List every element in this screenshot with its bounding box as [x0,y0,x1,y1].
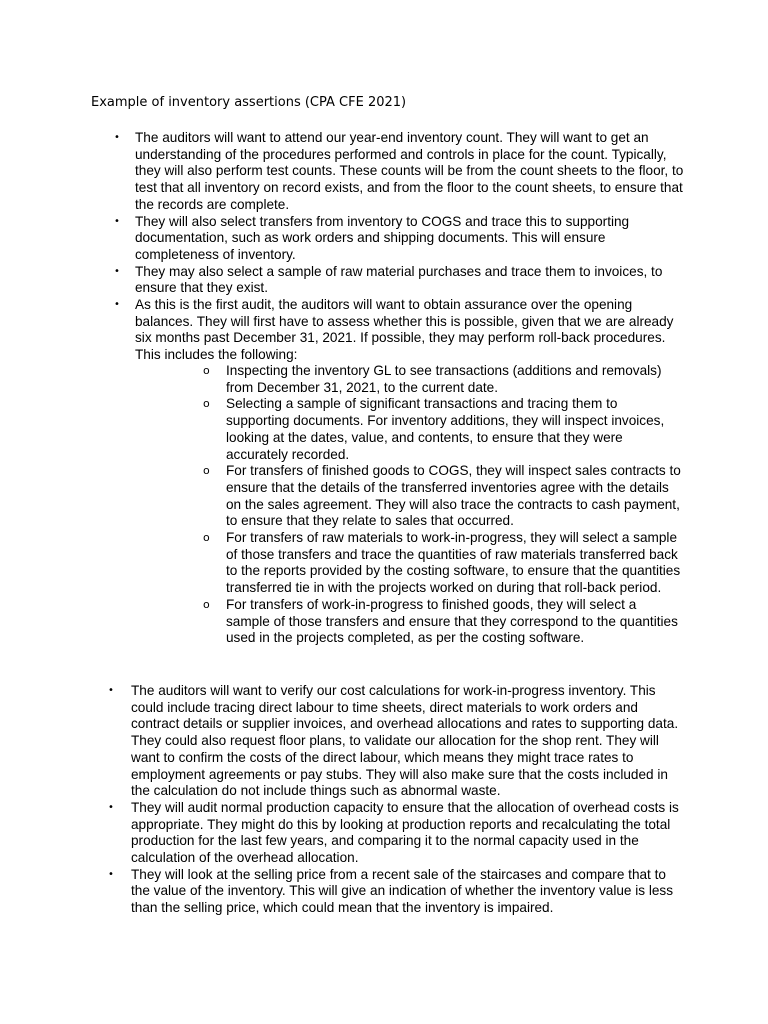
list-item-text: They will also select transfers from inventory to COGS and trace this to supporting documentation, such as work orders and shipping documents. This will ensure completeness of inventory. [135,213,630,262]
sub-list-item-text: Selecting a sample of significant transactions and tracing them to supporting documents. For inventory additions, they will inspect invoices, looking at the dates, value, and contents, to ensure that they were accurately recorded. [226,396,665,462]
list-item [114,263,690,297]
document-title: Example of inventory assertions (CPA CFE 2021) [91,95,407,110]
hollow-bullet-icon: o [203,464,210,478]
list-item-text: The auditors will want to verify our cost calculations for work-in-progress inventory. This could include tracing direct labour to time sheets, direct materials to work orders and contract details or supplier invoices, and overhead allocations and rates to supporting data. They could also request floor plans, to validate our allocation for the shop rent. They will want to confirm the costs of the direct labour, which means they might trace rates to employment agreements or pay stubs. They will also make sure that the costs included in the calculation do not include things such as abnormal waste. [131,683,679,799]
list-item-text: They may also select a sample of raw material purchases and trace them to invoices, to ensure that they exist. [135,263,663,296]
list-item-text: As this is the first audit, the auditors will want to obtain assurance over the opening balances. They will first have to assess whether this is possible, given that we are already six months past December 31, 2021. If possible, they may perform roll-back procedures. This includes the following: [135,297,674,363]
second-bullet-list [108,683,683,917]
hollow-bullet-icon: o [203,597,210,611]
hollow-bullet-icon: o [203,531,210,545]
sub-list-item [203,463,681,530]
bullet-icon: • [108,685,114,696]
list-item-text: They will look at the selling price from a recent sale of the staircases and compare that to the value of the inventory. This will give an indication of whether the inventory value is less than the selling price, which could mean that the inventory is impaired. [131,866,674,916]
roll-back-procedures-list [203,363,681,647]
sub-list-item-text: Inspecting the inventory GL to see transactions (additions and removals) from December 31, 2021, to the current date. [226,363,662,395]
hollow-bullet-icon: o [203,364,210,377]
list-item-text: They will audit normal production capacity to ensure that the allocation of overhead costs is appropriate. They might do this by looking at production reports and recalculating the total production for the last few years, and comparing it to the normal capacity used in the calculation of the overhead allocation. [131,799,679,866]
list-item [108,799,683,867]
list-item-text: The auditors will want to attend our year-end inventory count. They will want to get an understanding of the procedures performed and controls in place for the count. Typically, they will also perform test counts. These counts will be from the count sheets to the floor, to test that all inventory on record exists, and from the floor to the count sheets, to ensure that the records are complete. [135,130,684,212]
hollow-bullet-icon: o [203,397,210,411]
main-bullet-list [114,130,690,364]
sub-list-item [203,596,681,647]
sub-list-item [203,396,681,463]
sub-list-item-text: For transfers of work-in-progress to finished goods, they will select a sample of those transfers and ensure that they correspond to the quantities used in the projects completed, as per the costing software. [226,596,678,646]
bullet-icon: • [114,215,120,227]
list-item [114,130,690,214]
list-item [114,297,690,364]
sub-list-item-text: For transfers of finished goods to COGS, they will inspect sales contracts to ensure that the details of the transferred inventories agree with the details on the sales agreement. They will also trace the contracts to cash payment, to ensure that they relate to sales that occurred. [226,463,681,529]
sub-list-item [203,363,681,396]
bullet-icon: • [108,801,114,813]
sub-list-item-text: For transfers of raw materials to work-in-progress, they will select a sample of those transfers and trace the quantities of raw materials transferred back to the reports provided by the costing software, to ensure that the quantities transferred tie in with the projects worked on during that roll-back period. [226,530,681,596]
list-item [108,683,683,800]
sub-list-item [203,530,681,597]
bullet-icon: • [114,265,120,277]
bullet-icon: • [114,299,120,311]
list-item [114,213,690,264]
list-item [108,866,683,917]
bullet-icon: • [108,868,114,880]
bullet-icon: • [114,132,120,143]
